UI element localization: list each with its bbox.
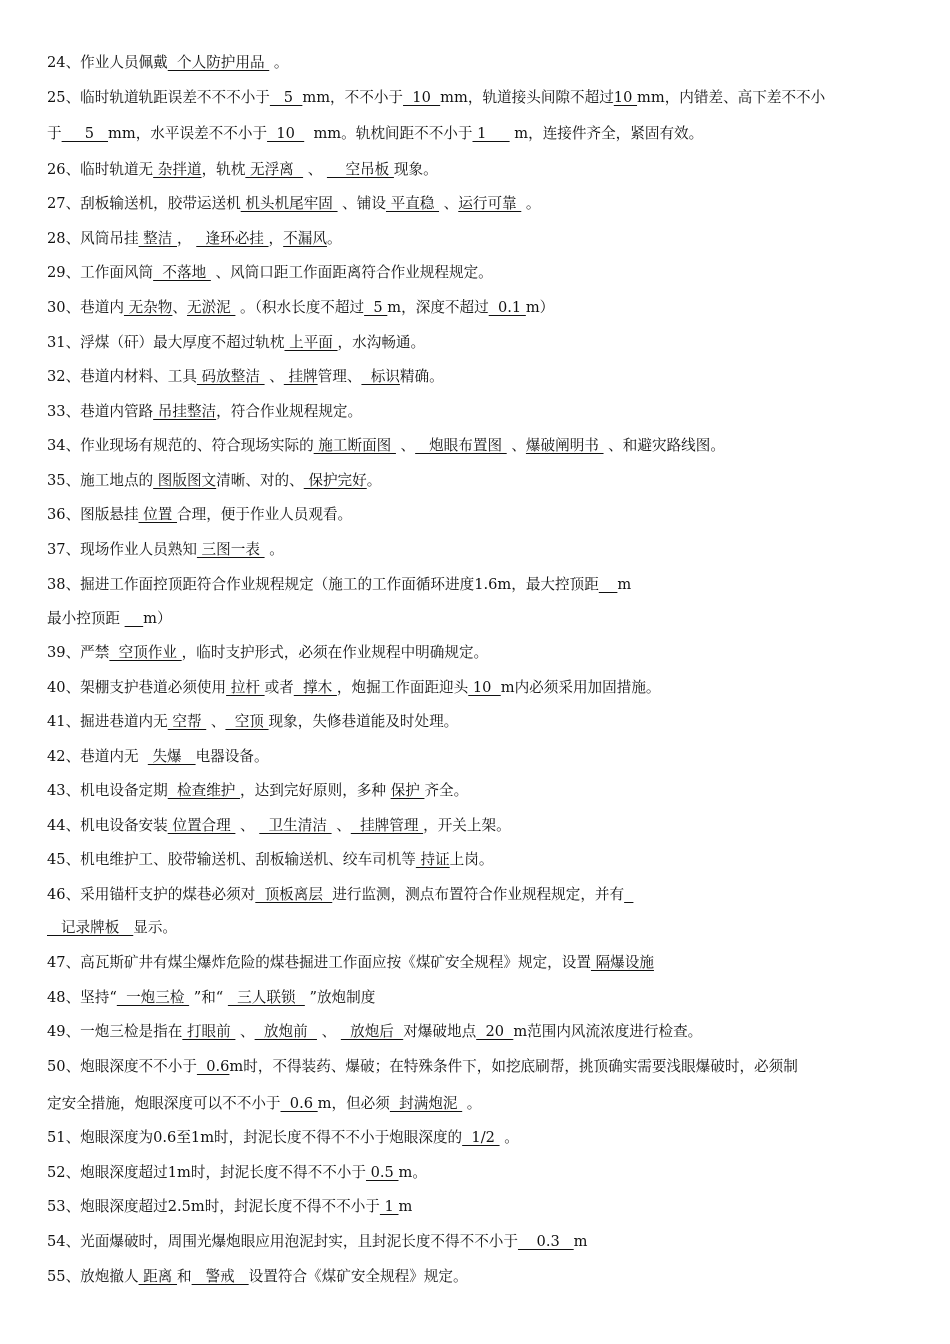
document-line bbox=[47, 1232, 917, 1252]
question-text: ，达到完好原则，多种 bbox=[240, 782, 391, 799]
fill-in-answer: 逢环必挂 bbox=[196, 230, 269, 247]
question-text: m） bbox=[525, 299, 555, 316]
question-text: 35、施工地点的 bbox=[47, 472, 154, 489]
question-text: ， bbox=[268, 230, 284, 247]
fill-in-answer: 标识 bbox=[361, 368, 400, 385]
question-text: 、 bbox=[439, 195, 459, 212]
fill-in-answer: 封满炮泥 bbox=[389, 1095, 463, 1112]
fill-in-answer: 不漏风 bbox=[283, 230, 327, 247]
question-text: 53、炮眼深度超过2.5m时，封泥长度不得不不小于 bbox=[47, 1198, 380, 1215]
question-text: 51、炮眼深度为0.6至1m时，封泥长度不得不不小于炮眼深度的 bbox=[47, 1129, 463, 1146]
question-text: 。 bbox=[462, 1095, 482, 1112]
fill-in-answer: 机头机尾牢固 bbox=[240, 195, 338, 212]
question-text: 、 bbox=[235, 817, 260, 834]
fill-in-answer: 施工断面图 bbox=[313, 437, 396, 454]
question-text: 设置符合《煤矿安全规程》规定。 bbox=[248, 1268, 468, 1285]
document-line bbox=[47, 1128, 917, 1148]
fill-in-answer: 10 bbox=[267, 125, 305, 142]
question-text: 、 bbox=[172, 299, 187, 316]
fill-in-answer: 记录牌板 bbox=[47, 919, 134, 936]
document-line bbox=[47, 402, 917, 422]
fill-in-answer: 上平面 bbox=[284, 334, 338, 351]
question-text: 、 bbox=[395, 437, 416, 454]
fill-in-answer: 1/2 bbox=[462, 1129, 500, 1146]
question-text: ， bbox=[177, 230, 197, 247]
question-text: mm，水平误差不不小于 bbox=[108, 125, 268, 142]
fill-in-answer: 放炮前 bbox=[254, 1023, 317, 1040]
question-text: 27、刮板输送机，胶带运送机 bbox=[47, 195, 241, 212]
question-text: 和 bbox=[177, 1268, 192, 1285]
question-text: mm，内错差、高下差不不小 bbox=[637, 89, 826, 106]
question-text: ，符合作业规程规定。 bbox=[216, 403, 363, 420]
question-text: 。 bbox=[366, 472, 382, 489]
fill-in-answer: 图版图文 bbox=[153, 472, 217, 489]
question-text: 52、炮眼深度超过1m时，封泥长度不得不不小于 bbox=[47, 1164, 366, 1181]
fill-in-answer: 放炮后 bbox=[340, 1023, 404, 1040]
question-text: 26、临时轨道无 bbox=[47, 161, 154, 178]
fill-in-answer: 0.5 bbox=[365, 1164, 399, 1181]
question-text: 精确。 bbox=[399, 368, 444, 385]
fill-in-answer: 距离 bbox=[138, 1268, 178, 1285]
question-text: 、和避灾路线图。 bbox=[603, 437, 725, 454]
question-text: 管理、 bbox=[317, 368, 362, 385]
question-text: ，轨枕 bbox=[201, 161, 246, 178]
question-text: m bbox=[398, 1198, 413, 1215]
fill-in-answer: 一炮三检 bbox=[116, 989, 190, 1006]
document-line bbox=[47, 678, 917, 698]
question-text: 、 bbox=[206, 713, 226, 730]
fill-in-answer: 保护完好 bbox=[303, 472, 367, 489]
question-text: ，临时支护形式，必须在作业规程中明确规定。 bbox=[181, 644, 489, 661]
document-line bbox=[47, 747, 917, 767]
fill-in-answer: 5 bbox=[269, 89, 303, 106]
question-text: 47、高瓦斯矿井有煤尘爆炸危险的煤巷掘进工作面应按《煤矿安全规程》规定，设置 bbox=[47, 954, 591, 971]
question-text: 40、架棚支护巷道必须使用 bbox=[47, 679, 227, 696]
fill-in-answer: 0.6 bbox=[196, 1058, 230, 1075]
document-line bbox=[47, 298, 917, 318]
fill-in-answer: 个人防护用品 bbox=[167, 54, 270, 71]
question-text: 30、巷道内 bbox=[47, 299, 124, 316]
question-text: 或者 bbox=[264, 679, 294, 696]
question-text: 、 bbox=[264, 368, 284, 385]
fill-in-answer: 爆破阐明书 bbox=[525, 437, 604, 454]
document-line bbox=[47, 436, 917, 456]
document-line bbox=[47, 540, 917, 560]
fill-in-answer: 吊挂整洁 bbox=[153, 403, 217, 420]
question-text: 32、巷道内材料、工具 bbox=[47, 368, 197, 385]
question-text: 44、机电设备安装 bbox=[47, 817, 168, 834]
fill-in-answer bbox=[624, 886, 633, 903]
fill-in-answer: 1 bbox=[379, 1198, 399, 1215]
fill-in-answer: 1 bbox=[472, 125, 510, 142]
document-line bbox=[47, 1197, 917, 1217]
question-text: 现象，失修巷道能及时处理。 bbox=[268, 713, 459, 730]
fill-in-answer bbox=[125, 610, 144, 627]
document-line bbox=[47, 1163, 917, 1183]
question-text: 25、临时轨道轨距误差不不不小于 bbox=[47, 89, 270, 106]
document-line bbox=[47, 367, 917, 387]
question-text: 上岗。 bbox=[449, 851, 494, 868]
document-line bbox=[47, 1094, 917, 1114]
question-text: mm，不不小于 bbox=[302, 89, 404, 106]
question-text: 、 bbox=[235, 1023, 255, 1040]
fill-in-answer: 平直稳 bbox=[385, 195, 440, 212]
question-text: 电器设备。 bbox=[195, 748, 269, 765]
question-text: ，开关上架。 bbox=[423, 817, 511, 834]
question-text: 清晰、对的、 bbox=[216, 472, 304, 489]
document-line bbox=[47, 850, 917, 870]
question-text: ”放炮制度 bbox=[304, 989, 376, 1006]
fill-in-answer bbox=[599, 576, 618, 593]
fill-in-answer: 拉杆 bbox=[226, 679, 265, 696]
fill-in-answer: 10 bbox=[468, 679, 501, 696]
document-line bbox=[47, 53, 917, 73]
document-line bbox=[47, 816, 917, 836]
fill-in-answer: 三图一表 bbox=[196, 541, 265, 558]
fill-in-answer: 码放整洁 bbox=[196, 368, 265, 385]
question-text: 、铺设 bbox=[337, 195, 386, 212]
fill-in-answer: 5 bbox=[61, 125, 109, 142]
question-text: m时，不得装药、爆破；在特殊条件下，如挖底刷帮，挑顶确实需要浅眼爆破时，必须制 bbox=[229, 1058, 798, 1075]
question-text: 显示。 bbox=[133, 919, 178, 936]
document-line bbox=[47, 918, 917, 938]
fill-in-answer: 炮眼布置图 bbox=[415, 437, 507, 454]
question-text: ，水沟畅通。 bbox=[337, 334, 426, 351]
fill-in-answer: 挂牌管理 bbox=[350, 817, 424, 834]
question-text: 现象。 bbox=[393, 161, 438, 178]
fill-in-answer: 撑木 bbox=[293, 679, 337, 696]
question-text: 45、机电维护工、胶带输送机、刮板输送机、绞车司机等 bbox=[47, 851, 416, 868]
question-text: 24、作业人员佩戴 bbox=[47, 54, 168, 71]
question-text: 28、风筒吊挂 bbox=[47, 230, 139, 247]
question-text: ，炮掘工作面距迎头 bbox=[336, 679, 469, 696]
fill-in-answer: 杂拌道 bbox=[153, 161, 202, 178]
question-text: 38、掘进工作面控顶距符合作业规程规定（施工的工作面循环进度1.6m，最大控顶距 bbox=[47, 576, 599, 593]
document-line bbox=[47, 1022, 917, 1042]
question-text: m，深度不超过 bbox=[387, 299, 489, 316]
fill-in-answer: 位置 bbox=[138, 506, 178, 523]
document-line bbox=[47, 885, 917, 905]
question-text: 、风筒口距工作面距离符合作业规程规定。 bbox=[210, 264, 493, 281]
fill-in-answer: 检查维护 bbox=[167, 782, 241, 799]
fill-in-answer: 挂牌 bbox=[283, 368, 318, 385]
question-text: 34、作业现场有规范的、符合现场实际的 bbox=[47, 437, 314, 454]
question-text: 46、采用锚杆支护的煤巷必须对 bbox=[47, 886, 256, 903]
fill-in-answer: 5 bbox=[364, 299, 388, 316]
fill-in-answer: 卫生清洁 bbox=[259, 817, 332, 834]
document-line bbox=[47, 333, 917, 353]
document-line bbox=[47, 643, 917, 663]
document-line bbox=[47, 194, 917, 214]
fill-in-answer: 空帮 bbox=[167, 713, 207, 730]
question-text: 。 bbox=[521, 195, 541, 212]
document-line bbox=[47, 229, 917, 249]
fill-in-answer: 位置合理 bbox=[167, 817, 236, 834]
document-line bbox=[47, 781, 917, 801]
question-text: 49、一炮三检是指在 bbox=[47, 1023, 183, 1040]
document-line bbox=[47, 263, 917, 283]
question-text: 齐全。 bbox=[424, 782, 469, 799]
document-line bbox=[47, 953, 917, 973]
document-line bbox=[47, 1267, 917, 1287]
question-text: 43、机电设备定期 bbox=[47, 782, 168, 799]
question-text: 、 bbox=[303, 161, 327, 178]
question-text: 55、放炮撤人 bbox=[47, 1268, 139, 1285]
question-text: 于 bbox=[47, 125, 62, 142]
question-text: 41、掘进巷道内无 bbox=[47, 713, 168, 730]
question-text: mm，轨道接头间隙不超过 bbox=[440, 89, 614, 106]
question-text: 37、现场作业人员熟知 bbox=[47, 541, 197, 558]
question-text: 54、光面爆破时，周围光爆炮眼应用泡泥封实，且封泥长度不得不不小于 bbox=[47, 1233, 518, 1250]
fill-in-answer: 空顶 bbox=[225, 713, 269, 730]
fill-in-answer: 10 bbox=[613, 89, 638, 106]
fill-in-answer: 运行可靠 bbox=[458, 195, 522, 212]
question-text: 31、浮煤（矸）最大厚度不超过轨枕 bbox=[47, 334, 285, 351]
question-text: 对爆破地点 bbox=[403, 1023, 477, 1040]
question-text: m。 bbox=[398, 1164, 427, 1181]
question-text: 。 bbox=[269, 54, 289, 71]
fill-in-answer: 打眼前 bbox=[182, 1023, 236, 1040]
question-text: 最小控顶距 bbox=[47, 610, 125, 627]
fill-in-answer: 无淤泥 bbox=[186, 299, 236, 316]
document-line bbox=[47, 505, 917, 525]
question-text: m，但必须 bbox=[317, 1095, 390, 1112]
question-text: 33、巷道内管路 bbox=[47, 403, 154, 420]
fill-in-answer: 0.6 bbox=[280, 1095, 318, 1112]
question-text: m bbox=[617, 576, 632, 593]
fill-in-answer: 空顶作业 bbox=[109, 644, 182, 661]
question-text: 。 bbox=[264, 541, 284, 558]
document-line bbox=[47, 124, 917, 144]
fill-in-answer: 0.3 bbox=[517, 1233, 574, 1250]
fill-in-answer: 整洁 bbox=[138, 230, 178, 247]
fill-in-answer: 无浮离 bbox=[245, 161, 304, 178]
question-text: 、 bbox=[506, 437, 526, 454]
question-text: 39、严禁 bbox=[47, 644, 110, 661]
fill-in-answer: 无杂物 bbox=[123, 299, 173, 316]
question-text: 42、巷道内无 bbox=[47, 748, 148, 765]
question-text: 合理，便于作业人员观看。 bbox=[177, 506, 353, 523]
question-text: 。 bbox=[326, 230, 342, 247]
fill-in-answer: 不落地 bbox=[153, 264, 211, 281]
document-line bbox=[47, 160, 917, 180]
question-text: 48、坚持“ bbox=[47, 989, 117, 1006]
question-text: m） bbox=[143, 610, 172, 627]
fill-in-answer: 顶板离层 bbox=[255, 886, 333, 903]
question-text: 、 bbox=[331, 817, 351, 834]
question-text: 定安全措施，炮眼深度可以不不小于 bbox=[47, 1095, 281, 1112]
question-text: ”和“ bbox=[189, 989, 228, 1006]
question-text: m bbox=[573, 1233, 588, 1250]
question-text: 。 bbox=[499, 1129, 519, 1146]
document-line bbox=[47, 609, 917, 629]
document-line bbox=[47, 1057, 917, 1077]
question-text: m，连接件齐全，紧固有效。 bbox=[509, 125, 704, 142]
question-text: m范围内风流浓度进行检查。 bbox=[513, 1023, 703, 1040]
document-line bbox=[47, 88, 917, 108]
document-line bbox=[47, 471, 917, 491]
question-text: 、 bbox=[316, 1023, 341, 1040]
document-line bbox=[47, 575, 917, 595]
fill-in-answer: 失爆 bbox=[147, 748, 196, 765]
fill-in-answer: 隔爆设施 bbox=[590, 954, 654, 971]
fill-in-answer: 保护 bbox=[390, 782, 425, 799]
question-text: 29、工作面风筒 bbox=[47, 264, 154, 281]
question-text: mm。轨枕间距不不小于 bbox=[304, 125, 473, 142]
question-text: 进行监测，测点布置符合作业规程规定，并有 bbox=[332, 886, 625, 903]
fill-in-answer: 警戒 bbox=[191, 1268, 249, 1285]
document-line bbox=[47, 988, 917, 1008]
question-text: m内必须采用加固措施。 bbox=[500, 679, 661, 696]
fill-in-answer: 10 bbox=[403, 89, 441, 106]
fill-in-answer: 0.1 bbox=[488, 299, 526, 316]
document-line bbox=[47, 712, 917, 732]
fill-in-answer: 空吊板 bbox=[326, 161, 394, 178]
question-text: 50、炮眼深度不不小于 bbox=[47, 1058, 197, 1075]
question-text: 。（积水长度不超过 bbox=[235, 299, 365, 316]
fill-in-answer: 三人联锁 bbox=[227, 989, 305, 1006]
fill-in-answer: 20 bbox=[476, 1023, 514, 1040]
question-text: 36、图版悬挂 bbox=[47, 506, 139, 523]
fill-in-answer: 持证 bbox=[415, 851, 450, 868]
